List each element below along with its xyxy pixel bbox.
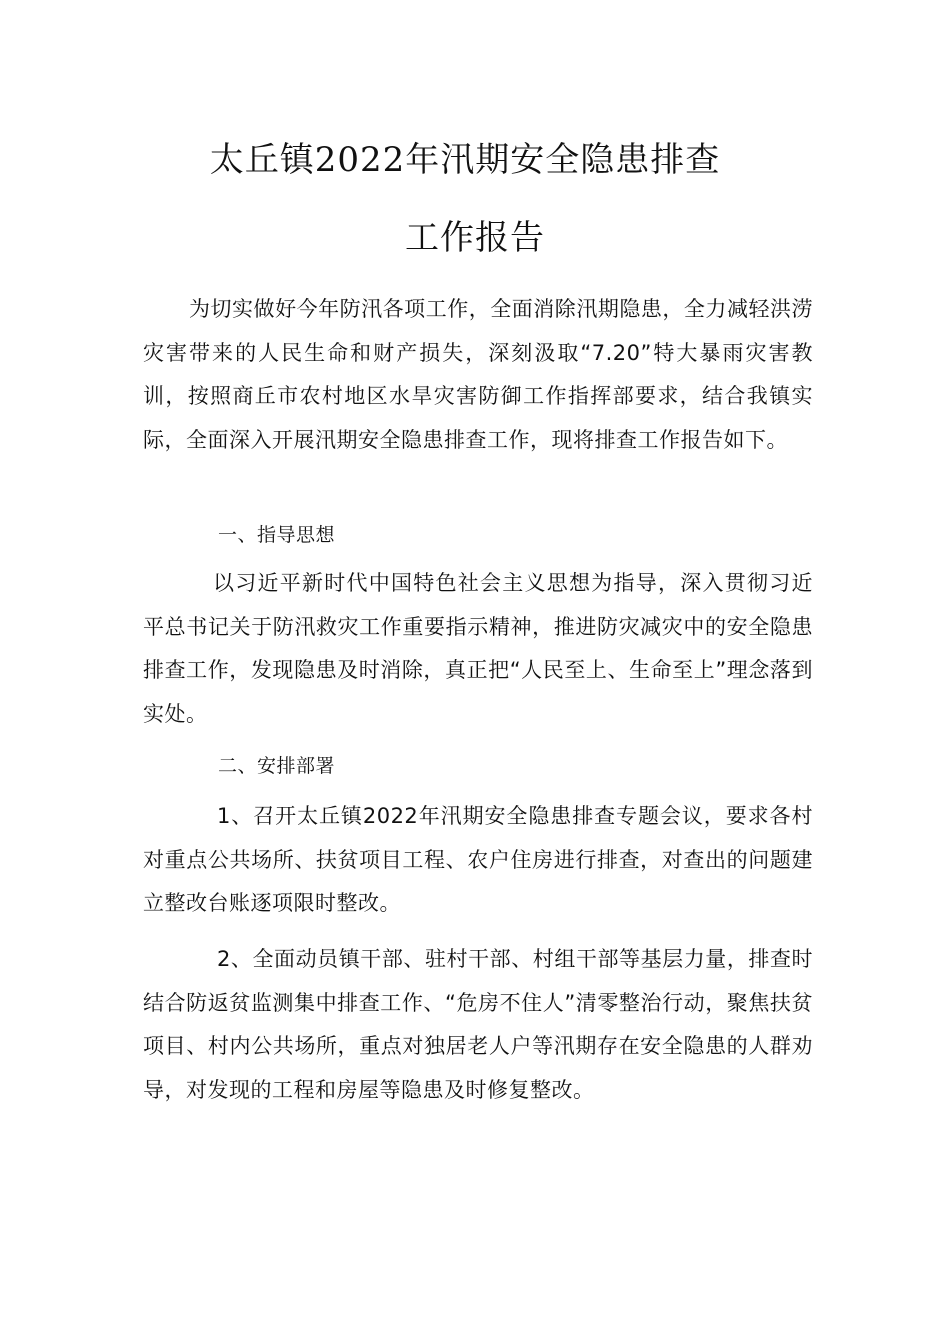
section-heading-arrangement: 二、安排部署 — [218, 755, 336, 777]
section2-item-2: 2、全面动员镇干部、驻村干部、村组干部等基层力量，排查时结合防返贫监测集中排查工作、“危房不住人”清零整治行动，聚焦扶贫项目、村内公共场所，重点对独居老人户等汛期存在安全隐患的人群劝导，对发现的工程和房屋等隐患及时修复整改。 — [143, 947, 813, 1102]
document-title-line2: 工作报告 — [405, 218, 545, 258]
section1-paragraph: 以习近平新时代中国特色社会主义思想为指导，深入贯彻习近平总书记关于防汛救灾工作重要指示精神，推进防灾减灾中的安全隐患排查工作，发现隐患及时消除，真正把“人民至上、生命至上”理念落到实处。 — [143, 571, 813, 726]
section-heading-guiding-ideology: 一、指导思想 — [218, 524, 336, 546]
section2-item-1: 1、召开太丘镇2022年汛期安全隐患排查专题会议，要求各村对重点公共场所、扶贫项目工程、农户住房进行排查，对查出的问题建立整改台账逐项限时整改。 — [143, 804, 813, 915]
intro-paragraph: 为切实做好今年防汛各项工作，全面消除汛期隐患，全力减轻洪涝灾害带来的人民生命和财产损失，深刻汲取“7.20”特大暴雨灾害教训，按照商丘市农村地区水旱灾害防御工作指挥部要求，结合我镇实际，全面深入开展汛期安全隐患排查工作，现将排查工作报告如下。 — [143, 297, 813, 452]
document-title-line1: 太丘镇2022年汛期安全隐患排查 — [209, 140, 721, 180]
